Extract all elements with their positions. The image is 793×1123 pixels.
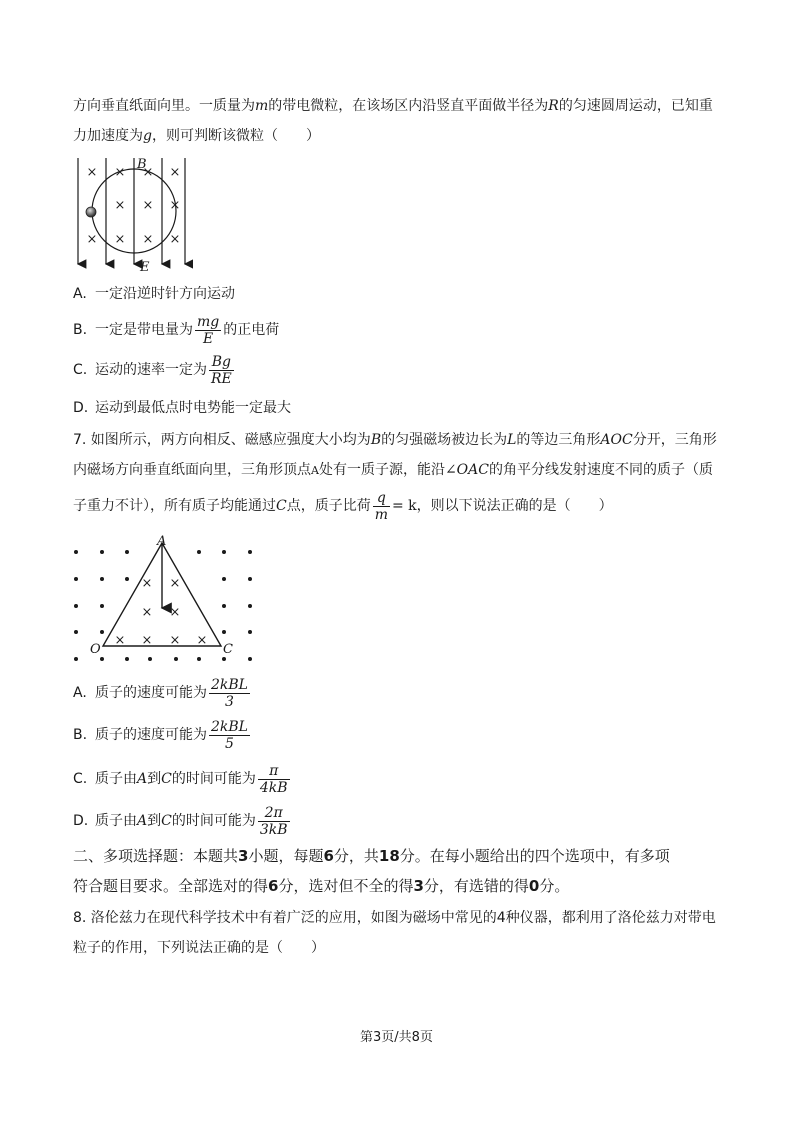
numerator: Bg bbox=[211, 353, 231, 370]
text: 内磁场方向垂直纸面向里，三角形顶点 bbox=[73, 462, 311, 478]
option-label: A. bbox=[73, 286, 87, 302]
text: 的角平分线发射速度不同的质子（质 bbox=[488, 462, 713, 478]
denominator: 5 bbox=[209, 735, 250, 752]
text: 二、多项选择题：本题共 bbox=[73, 847, 239, 865]
q7-triangle-figure bbox=[70, 532, 260, 667]
var-B: B bbox=[370, 432, 382, 448]
cross-mark: × bbox=[86, 165, 98, 180]
text: 分。在每小题给出的四个选项中，有多项 bbox=[399, 847, 670, 865]
q7-option-b bbox=[73, 716, 252, 754]
q7-stem-line3 bbox=[73, 488, 613, 524]
q6-option-a bbox=[73, 284, 235, 304]
option-text: 的正电荷 bbox=[223, 322, 280, 338]
option-text: 的时间可能为 bbox=[171, 813, 256, 829]
cross-mark: × bbox=[142, 232, 154, 247]
denominator: 3kB bbox=[259, 821, 288, 838]
var-g: g bbox=[143, 128, 152, 144]
var-A: A bbox=[137, 813, 148, 829]
text: 分。 bbox=[539, 877, 570, 895]
q6-option-b bbox=[73, 312, 279, 348]
text: 的带电微粒，在该场区内沿竖直平面做半径为 bbox=[268, 98, 549, 114]
text: 分，共 bbox=[333, 847, 379, 865]
cross-mark: × bbox=[169, 576, 181, 591]
text: 小题，每题 bbox=[248, 847, 324, 865]
q7-option-c bbox=[73, 760, 292, 798]
var-R: R bbox=[548, 98, 559, 114]
var-m: m bbox=[255, 98, 269, 114]
option-text: 一定是带电量为 bbox=[95, 322, 193, 338]
cross-mark: × bbox=[169, 605, 181, 620]
numerator: 2kBL bbox=[211, 718, 248, 735]
angle-OAC: ∠OAC bbox=[444, 462, 489, 478]
var-C: C bbox=[276, 498, 287, 514]
cross-mark: × bbox=[114, 165, 126, 180]
denominator: RE bbox=[211, 370, 232, 387]
number: 6 bbox=[268, 877, 279, 895]
option-text: 质子由 bbox=[95, 771, 137, 787]
text: 方向垂直纸面向里。一质量为 bbox=[73, 98, 255, 114]
var-A: A bbox=[311, 464, 319, 477]
q7-stem-line1 bbox=[73, 430, 717, 450]
label-B: B bbox=[137, 157, 147, 172]
var-C: C bbox=[161, 771, 172, 787]
option-label: B. bbox=[73, 727, 88, 743]
option-label: A. bbox=[73, 685, 87, 701]
number: 6 bbox=[323, 847, 334, 865]
fraction bbox=[258, 805, 290, 838]
fraction bbox=[209, 354, 234, 387]
option-text: 质子的速度可能为 bbox=[95, 685, 207, 701]
q6-stem-line2 bbox=[73, 126, 320, 146]
option-text: 运动到最低点时电势能一定最大 bbox=[95, 400, 291, 416]
fraction bbox=[209, 677, 250, 710]
label-A: A bbox=[157, 534, 167, 549]
cross-mark: × bbox=[142, 165, 154, 180]
cross-mark: × bbox=[86, 232, 98, 247]
option-text: 运动的速率一定为 bbox=[95, 362, 207, 378]
label-O: O bbox=[90, 642, 101, 657]
option-label: B. bbox=[73, 322, 88, 338]
numerator: q bbox=[376, 489, 386, 506]
fraction bbox=[195, 314, 221, 347]
cross-mark: × bbox=[114, 232, 126, 247]
option-text: 质子由 bbox=[95, 813, 137, 829]
q8-stem-line1: 8. 洛伦兹力在现代科学技术中有着广泛的应用，如图为磁场中常见的4种仪器，都利用了洛伦兹力对带电 bbox=[73, 910, 716, 926]
cross-mark: × bbox=[114, 633, 126, 648]
text: ，则以下说法正确的是（ ） bbox=[416, 498, 613, 514]
section2-line1 bbox=[73, 846, 670, 866]
text: 点，质子比荷 bbox=[286, 498, 371, 514]
text: ，则可判断该微粒（ ） bbox=[151, 128, 320, 144]
cross-mark: × bbox=[169, 633, 181, 648]
label-C: C bbox=[223, 642, 233, 657]
section2-line2 bbox=[73, 876, 569, 896]
charged-particle bbox=[86, 207, 96, 217]
option-text: 到 bbox=[147, 813, 162, 829]
option-text: 质子的速度可能为 bbox=[95, 727, 207, 743]
number: 18 bbox=[378, 847, 400, 865]
option-text: 的时间可能为 bbox=[171, 771, 256, 787]
q6-option-d bbox=[73, 398, 291, 418]
cross-mark: × bbox=[141, 605, 153, 620]
fraction bbox=[209, 719, 250, 752]
text: 处有一质子源，能沿 bbox=[318, 462, 445, 478]
numerator: 2π bbox=[264, 804, 283, 821]
text: 的匀强磁场被边长为 bbox=[381, 432, 508, 448]
text: 7. 如图所示，两方向相反、磁感应强度大小均为 bbox=[73, 432, 371, 448]
numerator: mg bbox=[197, 313, 220, 330]
text: 分开，三角形 bbox=[632, 432, 717, 448]
q6-field-figure bbox=[68, 156, 193, 274]
var-A: A bbox=[137, 771, 148, 787]
option-label: C. bbox=[73, 362, 88, 378]
cross-mark: × bbox=[169, 232, 181, 247]
cross-mark: × bbox=[169, 165, 181, 180]
text: 分，选对但不全的得 bbox=[278, 877, 414, 895]
cross-mark: × bbox=[169, 198, 181, 213]
cross-mark: × bbox=[196, 633, 208, 648]
text: 分，有选错的得 bbox=[423, 877, 529, 895]
option-label: C. bbox=[73, 771, 88, 787]
cross-mark: × bbox=[114, 198, 126, 213]
text: 符合题目要求。全部选对的得 bbox=[73, 877, 269, 895]
text: 子重力不计），所有质子均能通过 bbox=[73, 498, 276, 514]
option-label: D. bbox=[73, 813, 89, 829]
equals-k: = k bbox=[392, 498, 417, 514]
cross-mark: × bbox=[142, 198, 154, 213]
cross-mark: × bbox=[141, 633, 153, 648]
denominator: 3 bbox=[209, 693, 250, 710]
numerator: 2kBL bbox=[211, 676, 248, 693]
q7-option-a bbox=[73, 674, 252, 712]
option-label: D. bbox=[73, 400, 89, 416]
q8-stem-line2: 粒子的作用，下列说法正确的是（ ） bbox=[73, 940, 325, 956]
cross-mark: × bbox=[141, 576, 153, 591]
denominator: E bbox=[195, 330, 221, 347]
fraction bbox=[258, 763, 290, 796]
denominator: m bbox=[374, 506, 388, 523]
q6-stem-line1 bbox=[73, 96, 713, 116]
option-text: 一定沿逆时针方向运动 bbox=[95, 286, 235, 302]
option-text: 到 bbox=[147, 771, 162, 787]
denominator: 4kB bbox=[259, 779, 288, 796]
number: 3 bbox=[413, 877, 424, 895]
q6-option-c bbox=[73, 352, 236, 388]
var-AOC: AOC bbox=[600, 432, 633, 448]
text: 的等边三角形 bbox=[516, 432, 601, 448]
text: 的匀速圆周运动，已知重 bbox=[558, 98, 713, 114]
numerator: π bbox=[269, 762, 279, 779]
number: 3 bbox=[238, 847, 249, 865]
q7-option-d bbox=[73, 802, 292, 840]
fraction bbox=[373, 490, 390, 523]
number: 0 bbox=[528, 877, 540, 895]
label-E: E bbox=[140, 260, 150, 274]
page-number: 第3页/共8页 bbox=[360, 1030, 433, 1045]
text: 力加速度为 bbox=[73, 128, 143, 144]
var-C: C bbox=[161, 813, 172, 829]
var-L: L bbox=[507, 432, 517, 448]
q7-stem-line2 bbox=[73, 460, 713, 481]
